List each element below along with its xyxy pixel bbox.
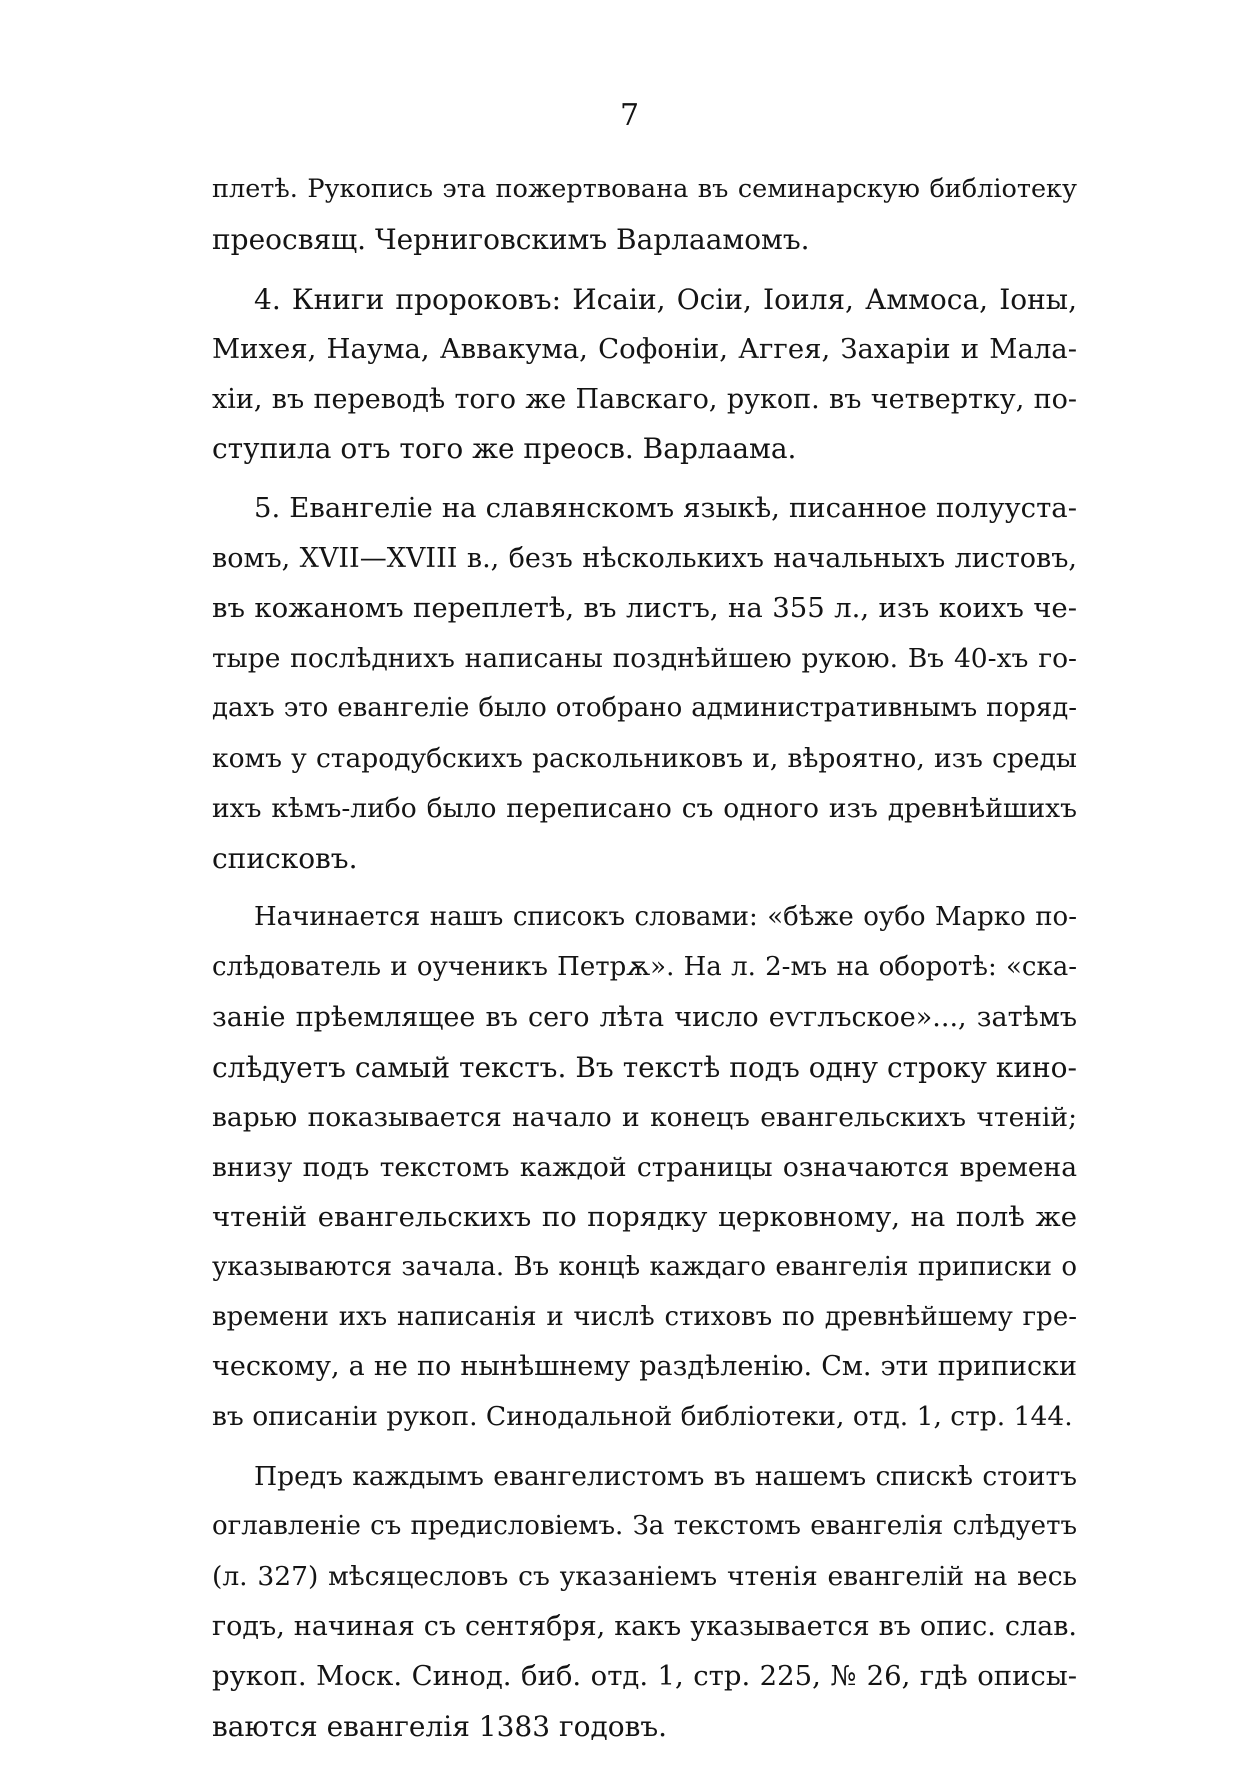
text-line: (л. 327) мѣсяцесловъ съ указаніемъ чтенія евангелій на весь	[212, 1561, 1077, 1593]
text-line: ваются евангелія 1383 годовъ.	[212, 1709, 668, 1743]
text-line: годъ, начиная съ сентября, какъ указывается въ опис. слав.	[212, 1610, 1077, 1642]
text-line: Предъ каждымъ евангелистомъ въ нашемъ спискѣ стоитъ	[254, 1461, 1077, 1493]
text-line: въ описаніи рукоп. Синодальной библіотеки, отд. 1, стр. 144.	[212, 1401, 1073, 1433]
text-line: оглавленіе съ предисловіемъ. За текстомъ евангелія слѣдуетъ	[212, 1511, 1077, 1542]
text-line: времени ихъ написанія и числѣ стиховъ по древнѣйшему гре-	[212, 1301, 1077, 1332]
text-line: внизу подъ текстомъ каждой страницы означаются времена	[212, 1151, 1077, 1183]
text-line: ческому, а не по нынѣшнему раздѣленію. См. эти приписки	[212, 1351, 1077, 1383]
paragraph-1	[212, 165, 1077, 265]
text-line: слѣдователь и оученикъ Петрѫ». На л. 2-мъ на оборотѣ: «ска-	[212, 952, 1077, 983]
text-line: хіи, въ переводѣ того же Павскаго, рукоп. въ четвертку, по-	[212, 383, 1077, 415]
text-line: дахъ это евангеліе было отобрано административнымъ поряд-	[212, 692, 1077, 723]
paragraph-5	[212, 1452, 1077, 1751]
page-number: 7	[619, 98, 640, 133]
text-line: указываются зачала. Въ концѣ каждаго евангелія приписки о	[212, 1251, 1077, 1282]
paragraph-3	[212, 484, 1077, 883]
text-line: списковъ.	[212, 841, 358, 875]
text-line: въ кожаномъ переплетѣ, въ листъ, на 355 л., изъ коихъ че-	[212, 592, 1077, 625]
text-line: Михея, Наума, Аввакума, Софоніи, Аггея, Захаріи и Мала-	[212, 332, 1077, 365]
paragraph-2	[212, 275, 1077, 475]
text-body	[212, 165, 1077, 1752]
text-line: комъ у стародубскихъ раскольниковъ и, вѣроятно, изъ среды	[212, 742, 1077, 774]
text-line: чтеній евангельскихъ по порядку церковному, на полѣ же	[212, 1200, 1077, 1233]
text-line: ихъ кѣмъ-либо было переписано съ одного изъ древнѣйшихъ	[212, 792, 1077, 824]
text-line: слѣдуетъ самый текстъ. Въ текстѣ подъ одну строку кино-	[212, 1051, 1077, 1085]
text-line: 5. Евангеліе на славянскомъ языкѣ, писанное полууста-	[254, 492, 1077, 525]
text-line: заніе прѣемлящее въ сего лѣта число еѵглъское»..., затѣмъ	[212, 1002, 1077, 1034]
text-line: Начинается нашъ списокъ словами: «бѣже оубо Марко по-	[254, 902, 1077, 933]
text-line: рукоп. Моск. Синод. биб. отд. 1, стр. 225, № 26, гдѣ описы-	[212, 1659, 1077, 1692]
paragraph-4	[212, 893, 1077, 1442]
text-line: тыре послѣднихъ написаны позднѣйшею рукою. Въ 40-хъ го-	[212, 643, 1077, 675]
text-line: преосвящ. Черниговскимъ Варлаамомъ.	[212, 222, 810, 256]
text-line: 4. Книги пророковъ: Исаіи, Осіи, Іоиля, Аммоса, Іоны,	[254, 282, 1077, 316]
text-line: варью показывается начало и конецъ евангельскихъ чтеній;	[212, 1102, 1077, 1134]
text-line: плетѣ. Рукопись эта пожертвована въ семинарскую библіотеку	[212, 174, 1077, 204]
text-line: вомъ, XVII—XVIII в., безъ нѣсколькихъ начальныхъ листовъ,	[212, 543, 1077, 575]
text-line: ступила отъ того же преосв. Варлаама.	[212, 432, 797, 466]
